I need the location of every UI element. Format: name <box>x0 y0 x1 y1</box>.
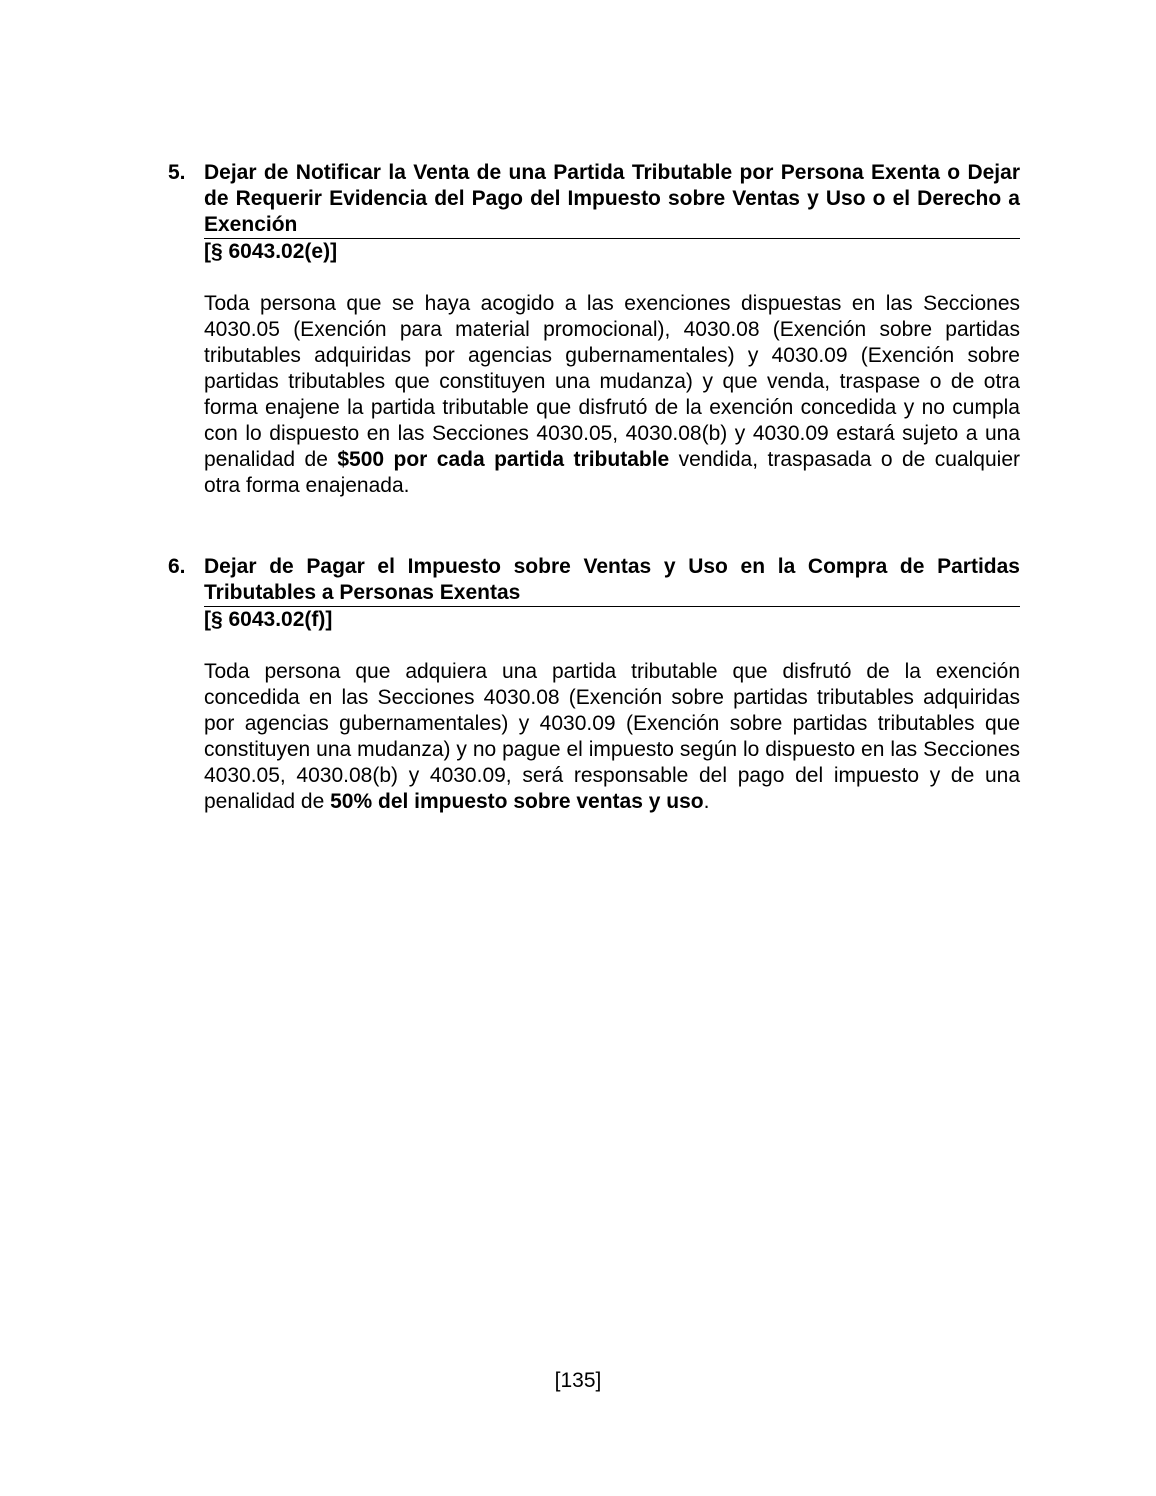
section-heading-text: Dejar de Pagar el Impuesto sobre Ventas y Uso en la Compra de Partidas Tributables a Personas Exentas <box>204 555 1020 604</box>
section-body <box>204 291 1020 499</box>
body-tail-text: vendida, traspasada o de cualquier otra forma enajenada. <box>204 448 1020 497</box>
body-bold-text: 50% del impuesto sobre ventas y uso <box>330 790 704 813</box>
section-heading-text: Dejar de Notificar la Venta de una Partida Tributable por Persona Exenta o Dejar de Requerir Evidencia del Pago del Impuesto sobre Ventas y Uso o el Derecho a Exención <box>204 161 1020 236</box>
section-body <box>204 659 1020 815</box>
section-citation: [§ 6043.02(f)] <box>204 608 333 631</box>
body-bold-text: $500 por cada partida tributable <box>337 448 670 471</box>
section-citation: [§ 6043.02(e)] <box>204 240 338 263</box>
section-5 <box>168 160 1020 499</box>
body-text: Toda persona que adquiera una partida tributable que disfrutó de la exención concedida en las Secciones 4030.08 (Exención sobre partidas tributables adquiridas por agencias gubernamentales) y 4030.09 (Exención sobre partidas tributables que constituyen una mudanza) y no pague el impuesto según lo dispuesto en las Secciones 4030.05, 4030.08(b) y 4030.09, será responsable del pago del impuesto y de una penalidad de <box>204 660 1020 813</box>
section-6 <box>168 554 1020 815</box>
section-heading <box>168 160 1020 238</box>
section-number: 5. <box>168 161 186 184</box>
body-text: Toda persona que se haya acogido a las exenciones dispuestas en las Secciones 4030.05 (Exención para material promocional), 4030.08 (Exención sobre partidas tributables adquiridas por agencias gubernamentales) y 4030.09 (Exención sobre partidas tributables que constituyen una mudanza) y que venda, traspase o de otra forma enajene la partida tributable que disfrutó de la exención concedida y no cumpla con lo dispuesto en las Secciones 4030.05, 4030.08(b) y 4030.09 estará sujeto a una penalidad de <box>204 292 1020 471</box>
section-number: 6. <box>168 555 186 578</box>
section-heading <box>168 554 1020 606</box>
page-number: [135] <box>554 1369 602 1392</box>
body-tail-text: . <box>703 790 710 813</box>
